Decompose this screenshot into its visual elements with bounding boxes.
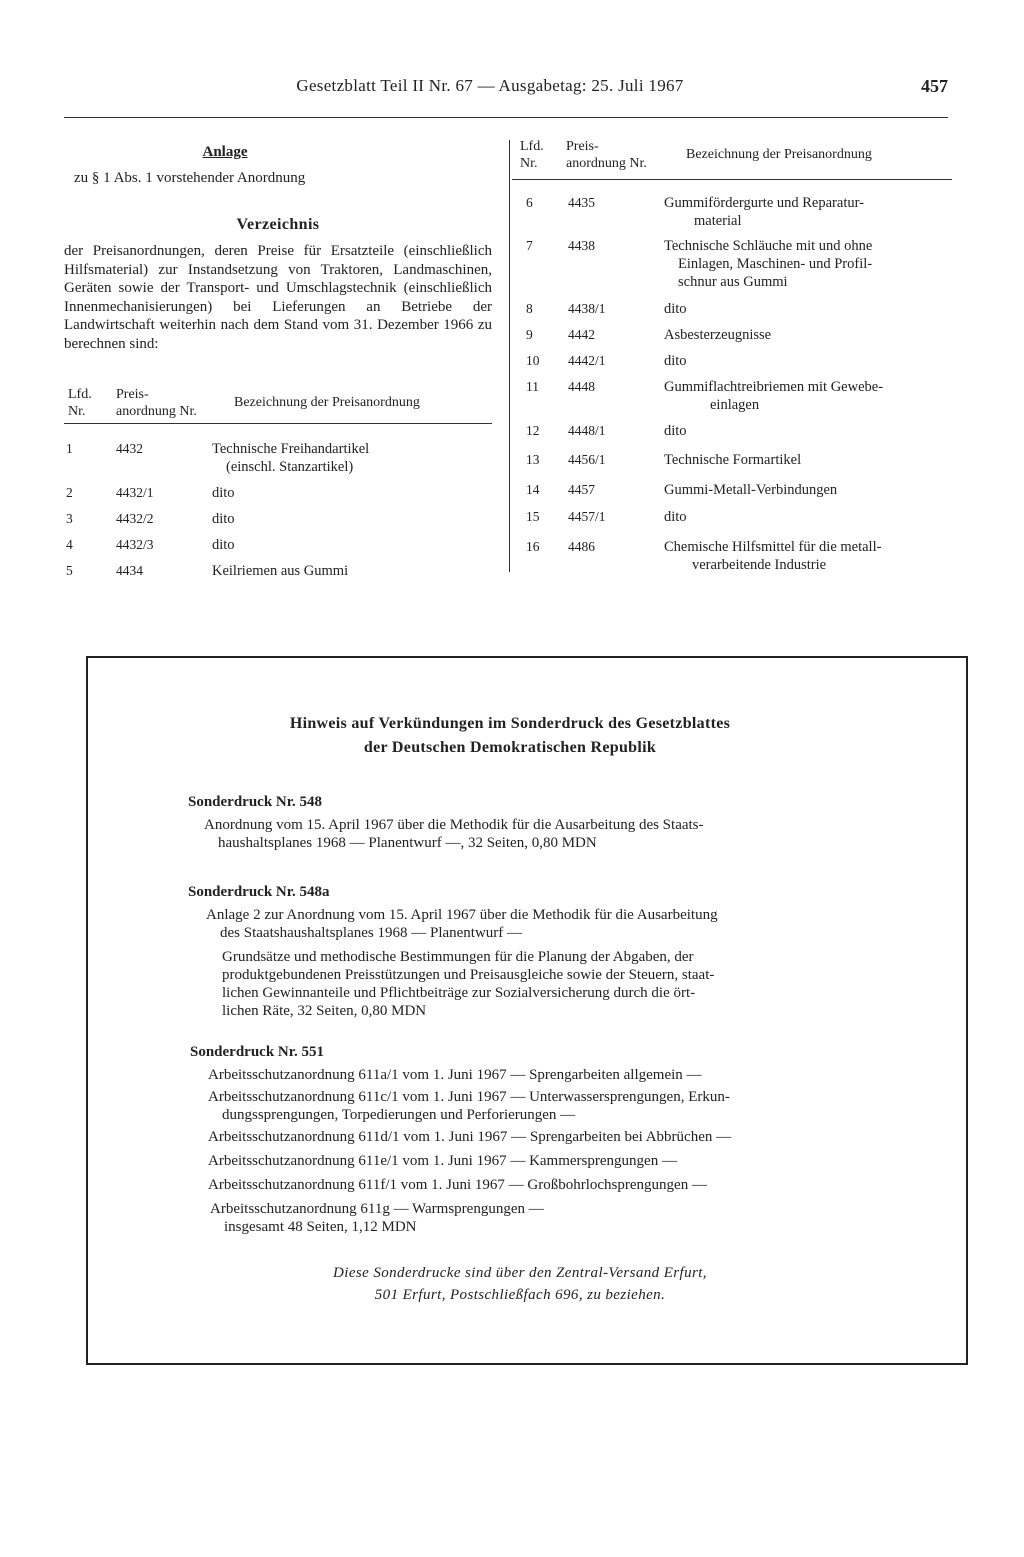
sonderdruck-548a-item-1 — [206, 906, 856, 942]
row-bezeichnung-line: Chemische Hilfsmittel für die metall- — [664, 539, 882, 555]
header-lfd-line2: Nr. — [520, 156, 538, 171]
row-nr: 4434 — [116, 563, 143, 578]
verzeichnis-text: der Preisanordnungen, deren Preise für Ersatzteile (einschließlich Hilfsmaterial) zur Instandsetzung von Traktoren, Landmaschinen, Geräten sowie der Transport- und Umschlagstechnik (einschließlich Innenmechanisierungen) bei Lieferungen an Betriebe der Landwirtschaft weiterhin nach dem Stand vom 31. Dezember 1966 zu berechnen sind: — [64, 243, 492, 352]
verzeichnis-title: Verzeichnis — [236, 216, 320, 233]
header-bezeichnung: Bezeichnung der Preisanordnung — [686, 147, 872, 162]
anlage-title: Anlage — [202, 144, 248, 160]
notice-title-line1: Hinweis auf Verkündungen im Sonderdruck des Gesetzblattes — [289, 715, 731, 732]
row-nr: 4448 — [568, 379, 595, 394]
row-bezeichnung: dito — [212, 485, 235, 501]
anlage-reference: zu § 1 Abs. 1 vorstehender Anordnung — [74, 170, 306, 186]
row-bezeichnung: Asbesterzeugnisse — [664, 327, 772, 343]
sonderdruck-551-line: Arbeitsschutzanordnung 611g — Warmsprengungen — — [210, 1201, 544, 1217]
sonderdruck-548a-line: lichen Gewinnanteile und Pflichtbeiträge zur Sozialversicherung durch die ört- — [222, 985, 696, 1001]
row-lfd: 2 — [66, 485, 73, 500]
price-order-table-right — [520, 0, 960, 600]
sonderdruck-548a-heading: Sonderdruck Nr. 548a — [188, 884, 330, 900]
row-nr: 4438/1 — [568, 301, 606, 316]
row-bezeichnung-line: schnur aus Gummi — [678, 274, 788, 290]
row-lfd: 4 — [66, 537, 73, 552]
row-bezeichnung — [664, 538, 954, 574]
row-bezeichnung: dito — [664, 423, 687, 439]
row-nr: 4432/1 — [116, 485, 154, 500]
sonderdruck-548-text — [204, 816, 854, 852]
row-lfd: 10 — [526, 353, 540, 368]
notice-footer-line1: Diese Sonderdrucke sind über den Zentral-Versand Erfurt, — [333, 1265, 707, 1281]
sonderdruck-551-line: insgesamt 48 Seiten, 1,12 MDN — [224, 1219, 417, 1235]
header-lfd-line2: Nr. — [68, 404, 86, 419]
row-bezeichnung: Gummi-Metall-Verbindungen — [664, 482, 838, 498]
notice-footer — [240, 1262, 800, 1306]
header-lfd-line1: Lfd. — [520, 139, 544, 154]
row-bezeichnung-line: Technische Schläuche mit und ohne — [664, 238, 873, 254]
row-bezeichnung: dito — [212, 537, 235, 553]
sonderdruck-551-line: Arbeitsschutzanordnung 611c/1 vom 1. Juni 1967 — Unterwassersprengungen, Erkun- — [208, 1089, 730, 1105]
notice-title — [200, 712, 820, 760]
row-nr: 4432/2 — [116, 511, 154, 526]
row-bezeichnung-line: Gummifördergurte und Reparatur- — [664, 195, 864, 211]
row-nr: 4456/1 — [568, 452, 606, 467]
column-divider — [509, 140, 510, 572]
price-order-table-left — [66, 0, 496, 600]
row-bezeichnung: dito — [664, 509, 687, 525]
page-number: 457 — [921, 76, 948, 96]
row-lfd: 13 — [526, 452, 540, 467]
table-header-rule — [512, 179, 952, 180]
row-nr: 4432/3 — [116, 537, 154, 552]
row-bezeichnung-line: Technische Freihandartikel — [212, 441, 370, 457]
row-bezeichnung: dito — [664, 301, 687, 317]
row-nr: 4438 — [568, 238, 595, 253]
row-nr: 4442/1 — [568, 353, 606, 368]
running-header-title: Gesetzblatt Teil II Nr. 67 — Ausgabetag: 25. Juli 1967 — [296, 76, 684, 95]
row-nr: 4432 — [116, 441, 143, 456]
row-nr: 4486 — [568, 539, 595, 554]
sonderdruck-551-item: Arbeitsschutzanordnung 611d/1 vom 1. Juni 1967 — Sprengarbeiten bei Abbrüchen — — [208, 1129, 732, 1145]
row-bezeichnung-line: Einlagen, Maschinen- und Profil- — [678, 256, 873, 272]
sonderdruck-551-item — [208, 1088, 858, 1124]
sonderdruck-551-line: dungssprengungen, Torpedierungen und Perforierungen — — [222, 1107, 576, 1123]
sonderdruck-548a-line: des Staatshaushaltsplanes 1968 — Planentwurf — — [220, 925, 523, 941]
row-bezeichnung-line: einlagen — [710, 397, 760, 413]
table-header-rule — [64, 423, 492, 424]
row-bezeichnung-line: verarbeitende Industrie — [692, 557, 827, 573]
row-nr: 4457/1 — [568, 509, 606, 524]
sonderdruck-548a-line: Anlage 2 zur Anordnung vom 15. April 1967 über die Methodik für die Ausarbeitung — [206, 907, 718, 923]
header-preisanordnung — [566, 138, 647, 172]
sonderdruck-551-item — [210, 1200, 860, 1236]
sonderdruck-551-item: Arbeitsschutzanordnung 611e/1 vom 1. Juni 1967 — Kammersprengungen — — [208, 1153, 677, 1169]
row-lfd: 5 — [66, 563, 73, 578]
row-bezeichnung: Keilriemen aus Gummi — [212, 563, 349, 579]
row-nr: 4442 — [568, 327, 595, 342]
row-bezeichnung — [664, 194, 954, 230]
sonderdruck-551-item: Arbeitsschutzanordnung 611a/1 vom 1. Juni 1967 — Sprengarbeiten allgemein — — [208, 1067, 702, 1083]
row-bezeichnung: dito — [212, 511, 235, 527]
notice-title-line2: der Deutschen Demokratischen Republik — [363, 739, 657, 756]
row-lfd: 14 — [526, 482, 540, 497]
row-bezeichnung: dito — [664, 353, 687, 369]
row-bezeichnung — [664, 237, 954, 291]
row-lfd: 7 — [526, 238, 533, 253]
sonderdruck-548a-line: lichen Räte, 32 Seiten, 0,80 MDN — [222, 1003, 427, 1019]
header-preis-line1: Preis- — [566, 139, 599, 154]
row-lfd: 6 — [526, 195, 533, 210]
header-preis-line1: Preis- — [116, 387, 149, 402]
notice-footer-line2: 501 Erfurt, Postschließfach 696, zu beziehen. — [374, 1287, 666, 1303]
row-lfd: 11 — [526, 379, 539, 394]
row-bezeichnung — [664, 378, 954, 414]
sonderdruck-548a-line: Grundsätze und methodische Bestimmungen für die Planung der Abgaben, der — [222, 949, 694, 965]
sonderdruck-548-heading: Sonderdruck Nr. 548 — [188, 794, 323, 810]
sonderdruck-548a-item-2 — [222, 948, 856, 1020]
header-lfd — [68, 386, 92, 420]
row-lfd: 3 — [66, 511, 73, 526]
sonderdruck-551-heading: Sonderdruck Nr. 551 — [190, 1044, 325, 1060]
row-lfd: 1 — [66, 441, 73, 456]
row-bezeichnung-line: (einschl. Stanzartikel) — [226, 459, 354, 475]
row-lfd: 15 — [526, 509, 540, 524]
row-lfd: 16 — [526, 539, 540, 554]
row-lfd: 12 — [526, 423, 540, 438]
row-bezeichnung: Technische Formartikel — [664, 452, 802, 468]
row-bezeichnung-line: material — [694, 213, 742, 229]
sonderdruck-548-line: Anordnung vom 15. April 1967 über die Methodik für die Ausarbeitung des Staats- — [204, 817, 704, 833]
header-lfd-line1: Lfd. — [68, 387, 92, 402]
row-lfd: 8 — [526, 301, 533, 316]
header-preisanordnung — [116, 386, 197, 420]
header-bezeichnung: Bezeichnung der Preisanordnung — [234, 395, 420, 410]
row-nr: 4448/1 — [568, 423, 606, 438]
row-bezeichnung-line: Gummiflachtreibriemen mit Gewebe- — [664, 379, 884, 395]
row-nr: 4457 — [568, 482, 595, 497]
row-nr: 4435 — [568, 195, 595, 210]
sonderdruck-551-item: Arbeitsschutzanordnung 611f/1 vom 1. Juni 1967 — Großbohrlochsprengungen — — [208, 1177, 707, 1193]
header-preis-line2: anordnung Nr. — [116, 404, 197, 419]
sonderdruck-548a-line: produktgebundenen Preisstützungen und Preisausgleiche sowie der Steuern, staat- — [222, 967, 715, 983]
row-lfd: 9 — [526, 327, 533, 342]
header-lfd — [520, 138, 544, 172]
header-preis-line2: anordnung Nr. — [566, 156, 647, 171]
row-bezeichnung — [212, 440, 482, 476]
sonderdruck-548-line: haushaltsplanes 1968 — Planentwurf —, 32 Seiten, 0,80 MDN — [218, 835, 597, 851]
